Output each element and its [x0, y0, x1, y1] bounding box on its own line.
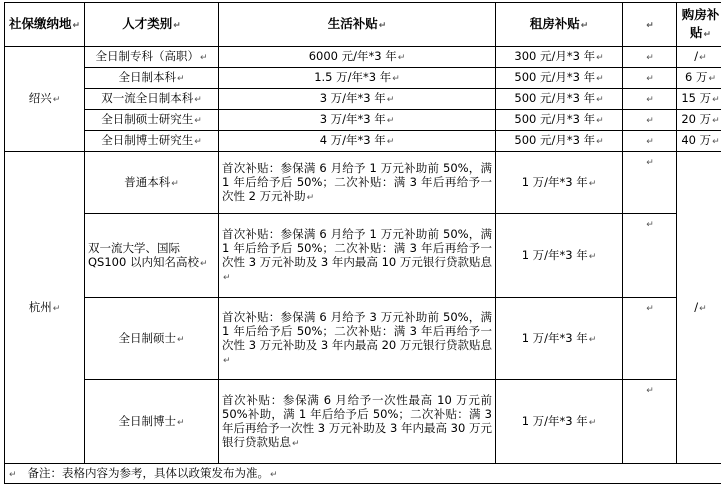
house-cell: 40 万↵	[677, 131, 721, 152]
header-location: 社保缴纳地↵	[5, 3, 85, 47]
category-cell: 全日制硕士研究生↵	[85, 110, 219, 131]
category-cell: 全日制博士研究生↵	[85, 131, 219, 152]
blank-cell: ↵	[623, 68, 677, 89]
location-shaoxing: 绍兴↵	[5, 47, 85, 152]
living-cell: 6000 元/年*3 年↵	[219, 47, 496, 68]
category-cell: 双一流大学、国际 QS100 以内知名高校↵	[85, 214, 219, 298]
blank-cell: ↵	[623, 47, 677, 68]
rent-cell: 300 元/月*3 年↵	[496, 47, 623, 68]
category-cell: 全日制专科（高职）↵	[85, 47, 219, 68]
rent-cell: 500 元/月*3 年↵	[496, 89, 623, 110]
table-row	[5, 152, 721, 214]
living-cell: 1.5 万/年*3 年↵	[219, 68, 496, 89]
header-living-subsidy: 生活补贴↵	[219, 3, 496, 47]
rent-cell: 1 万/年*3 年↵	[496, 298, 623, 380]
blank-cell: ↵	[623, 214, 677, 298]
rent-cell: 1 万/年*3 年↵	[496, 152, 623, 214]
blank-cell: ↵	[623, 298, 677, 380]
blank-cell: ↵	[623, 89, 677, 110]
subsidy-table	[4, 2, 721, 484]
category-cell: 全日制本科↵	[85, 68, 219, 89]
rent-cell: 500 元/月*3 年↵	[496, 110, 623, 131]
table-row	[5, 47, 721, 68]
table-row	[5, 214, 721, 298]
header-house-subsidy: 购房补贴↵	[677, 3, 721, 47]
rent-cell: 500 元/月*3 年↵	[496, 131, 623, 152]
category-cell: 普通本科↵	[85, 152, 219, 214]
table-row	[5, 110, 721, 131]
blank-cell: ↵	[623, 110, 677, 131]
house-cell: 6 万↵	[677, 68, 721, 89]
living-cell: 首次补贴：参保满 6 月给予一次性最高 10 万元前 50%补助，满 1 年后给予后 50%；二次补贴：满 3 年后再给予一次性 3 万元补助及 3 年内最高 30 万元银行贷款贴息↵	[219, 380, 496, 464]
note-row	[5, 464, 721, 484]
living-cell: 首次补贴：参保满 6 月给予 1 万元补助前 50%，满 1 年后给予后 50%；二次补贴：满 3 年后再给予一次性 3 万元补助及 3 年内最高 10 万元银行贷款贴息↵	[219, 214, 496, 298]
category-cell: 全日制博士↵	[85, 380, 219, 464]
header-blank: ↵	[623, 3, 677, 47]
category-cell: 双一流全日制本科↵	[85, 89, 219, 110]
table-row	[5, 68, 721, 89]
table-row	[5, 89, 721, 110]
rent-cell: 1 万/年*3 年↵	[496, 214, 623, 298]
category-cell: 全日制硕士↵	[85, 298, 219, 380]
house-cell-hangzhou: /↵	[677, 152, 721, 464]
rent-cell: 1 万/年*3 年↵	[496, 380, 623, 464]
living-cell: 首次补贴：参保满 6 月给予 1 万元补助前 50%，满 1 年后给予后 50%；二次补贴：满 3 年后再给予一次性 2 万元补助↵	[219, 152, 496, 214]
note-cell: ↵ 备注：表格内容为参考，具体以政策发布为准。↵	[5, 464, 721, 484]
living-cell: 3 万/年*3 年↵	[219, 110, 496, 131]
table-row	[5, 298, 721, 380]
house-cell: 20 万↵	[677, 110, 721, 131]
header-rent-subsidy: 租房补贴↵	[496, 3, 623, 47]
location-hangzhou: 杭州↵	[5, 152, 85, 464]
rent-cell: 500 元/月*3 年↵	[496, 68, 623, 89]
blank-cell: ↵	[623, 380, 677, 464]
house-cell: 15 万↵	[677, 89, 721, 110]
blank-cell: ↵	[623, 131, 677, 152]
header-row	[5, 3, 721, 47]
table-row	[5, 380, 721, 464]
house-cell: /↵	[677, 47, 721, 68]
header-category: 人才类别↵	[85, 3, 219, 47]
table-row	[5, 131, 721, 152]
living-cell: 3 万/年*3 年↵	[219, 89, 496, 110]
living-cell: 4 万/年*3 年↵	[219, 131, 496, 152]
blank-cell: ↵	[623, 152, 677, 214]
living-cell: 首次补贴：参保满 6 月给予 3 万元补助前 50%，满 1 年后给予后 50%；二次补贴：满 3 年后再给予一次性 3 万元补助及 3 年内最高 20 万元银行贷款贴息↵	[219, 298, 496, 380]
